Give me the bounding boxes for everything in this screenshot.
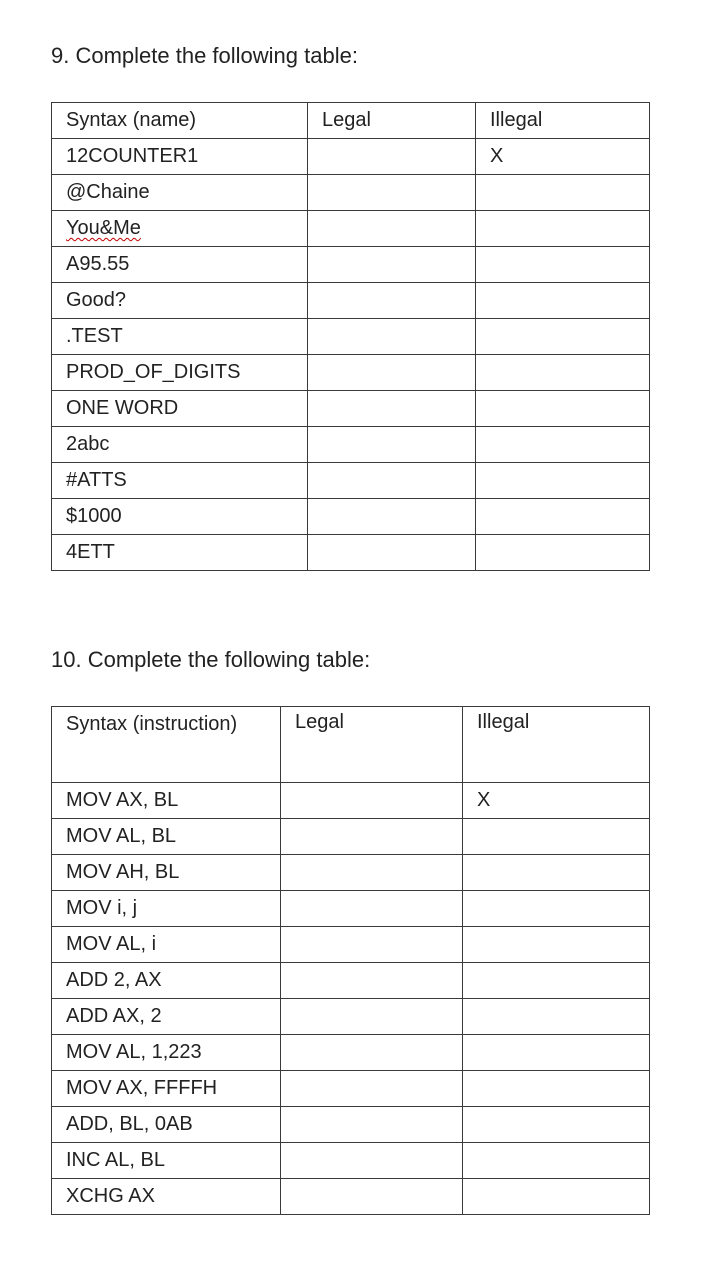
illegal-cell[interactable] — [476, 319, 650, 355]
illegal-cell[interactable] — [476, 175, 650, 211]
legal-cell[interactable] — [308, 175, 476, 211]
spellcheck-text: You&Me — [66, 217, 141, 239]
syntax-cell: ADD AX, 2 — [52, 999, 281, 1035]
syntax-cell: 2abc — [52, 427, 308, 463]
syntax-cell: ADD 2, AX — [52, 963, 281, 999]
illegal-cell[interactable] — [476, 247, 650, 283]
header-illegal: Illegal — [476, 103, 650, 139]
table-row — [52, 355, 650, 391]
legal-cell[interactable] — [281, 927, 463, 963]
legal-cell[interactable] — [308, 391, 476, 427]
legal-cell[interactable] — [308, 319, 476, 355]
legal-cell[interactable] — [308, 355, 476, 391]
illegal-cell[interactable] — [463, 855, 650, 891]
syntax-cell: Good? — [52, 283, 308, 319]
syntax-cell: MOV AL, BL — [52, 819, 281, 855]
illegal-cell[interactable] — [463, 1143, 650, 1179]
illegal-cell[interactable] — [476, 391, 650, 427]
syntax-cell: 4ETT — [52, 535, 308, 571]
syntax-cell — [52, 211, 308, 247]
illegal-cell[interactable]: X — [476, 139, 650, 175]
illegal-cell[interactable] — [476, 427, 650, 463]
legal-cell[interactable] — [281, 819, 463, 855]
table-row — [52, 1107, 650, 1143]
legal-cell[interactable] — [281, 891, 463, 927]
table-row — [52, 783, 650, 819]
legal-cell[interactable] — [308, 139, 476, 175]
legal-cell[interactable] — [308, 211, 476, 247]
syntax-cell: .TEST — [52, 319, 308, 355]
table-row — [52, 1035, 650, 1071]
syntax-cell: #ATTS — [52, 463, 308, 499]
illegal-cell[interactable]: X — [463, 783, 650, 819]
illegal-cell[interactable] — [476, 355, 650, 391]
legal-cell[interactable] — [281, 1179, 463, 1215]
table-row — [52, 927, 650, 963]
syntax-cell: MOV AX, FFFFH — [52, 1071, 281, 1107]
illegal-cell[interactable] — [476, 535, 650, 571]
table-row — [52, 1071, 650, 1107]
header-illegal: Illegal — [463, 707, 650, 783]
legal-cell[interactable] — [281, 855, 463, 891]
table-row — [52, 427, 650, 463]
syntax-cell: MOV AL, 1,223 — [52, 1035, 281, 1071]
table-row — [52, 283, 650, 319]
legal-cell[interactable] — [281, 963, 463, 999]
instructions-table — [51, 706, 650, 1215]
names-table — [51, 102, 650, 571]
table-row — [52, 891, 650, 927]
table-row — [52, 175, 650, 211]
syntax-cell: PROD_OF_DIGITS — [52, 355, 308, 391]
legal-cell[interactable] — [281, 1107, 463, 1143]
illegal-cell[interactable] — [476, 211, 650, 247]
syntax-cell: A95.55 — [52, 247, 308, 283]
illegal-cell[interactable] — [463, 1035, 650, 1071]
illegal-cell[interactable] — [463, 891, 650, 927]
legal-cell[interactable] — [281, 1035, 463, 1071]
table-header-row — [52, 707, 650, 783]
table-header-row — [52, 103, 650, 139]
illegal-cell[interactable] — [463, 963, 650, 999]
legal-cell[interactable] — [308, 247, 476, 283]
table-row — [52, 819, 650, 855]
syntax-cell: ADD, BL, 0AB — [52, 1107, 281, 1143]
question-10-heading: 10. Complete the following table: — [51, 647, 371, 672]
table-row — [52, 1179, 650, 1215]
illegal-cell[interactable] — [463, 1107, 650, 1143]
legal-cell[interactable] — [308, 499, 476, 535]
table-row — [52, 535, 650, 571]
legal-cell[interactable] — [281, 1071, 463, 1107]
syntax-cell: INC AL, BL — [52, 1143, 281, 1179]
header-legal: Legal — [308, 103, 476, 139]
legal-cell[interactable] — [281, 999, 463, 1035]
legal-cell[interactable] — [281, 783, 463, 819]
table-row — [52, 391, 650, 427]
syntax-cell: MOV i, j — [52, 891, 281, 927]
table-row — [52, 139, 650, 175]
legal-cell[interactable] — [308, 283, 476, 319]
illegal-cell[interactable] — [463, 1071, 650, 1107]
illegal-cell[interactable] — [476, 283, 650, 319]
illegal-cell[interactable] — [463, 819, 650, 855]
syntax-cell: MOV AL, i — [52, 927, 281, 963]
illegal-cell[interactable] — [463, 927, 650, 963]
syntax-cell: 12COUNTER1 — [52, 139, 308, 175]
syntax-cell: MOV AX, BL — [52, 783, 281, 819]
header-syntax: Syntax (instruction) — [52, 707, 281, 783]
table-row — [52, 247, 650, 283]
syntax-cell: @Chaine — [52, 175, 308, 211]
table-row — [52, 999, 650, 1035]
syntax-cell: ONE WORD — [52, 391, 308, 427]
table-row — [52, 499, 650, 535]
syntax-cell: $1000 — [52, 499, 308, 535]
table-row — [52, 963, 650, 999]
legal-cell[interactable] — [308, 463, 476, 499]
syntax-cell: XCHG AX — [52, 1179, 281, 1215]
illegal-cell[interactable] — [476, 499, 650, 535]
table-row — [52, 463, 650, 499]
illegal-cell[interactable] — [463, 1179, 650, 1215]
table-row — [52, 1143, 650, 1179]
table-row — [52, 211, 650, 247]
illegal-cell[interactable] — [463, 999, 650, 1035]
syntax-cell: MOV AH, BL — [52, 855, 281, 891]
illegal-cell[interactable] — [476, 463, 650, 499]
question-9-heading: 9. Complete the following table: — [51, 43, 358, 68]
table-row — [52, 855, 650, 891]
legal-cell[interactable] — [308, 535, 476, 571]
legal-cell[interactable] — [281, 1143, 463, 1179]
header-syntax: Syntax (name) — [52, 103, 308, 139]
table-row — [52, 319, 650, 355]
header-legal: Legal — [281, 707, 463, 783]
legal-cell[interactable] — [308, 427, 476, 463]
